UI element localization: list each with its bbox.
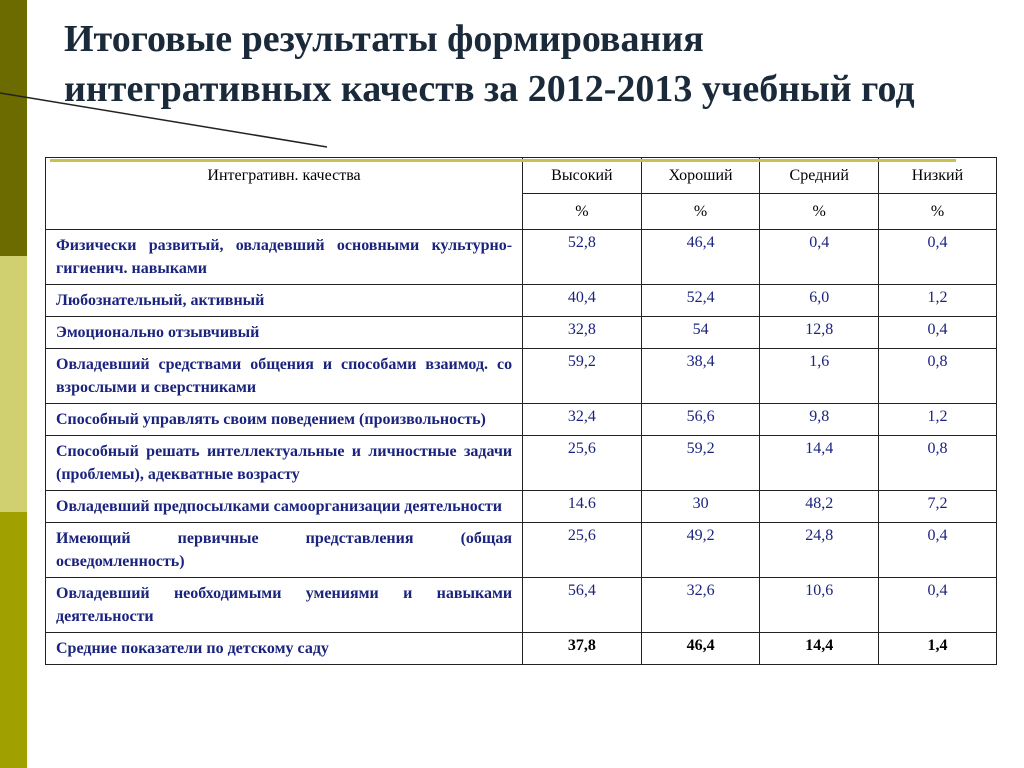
unit-medium: % [760,194,878,230]
value-good: 30 [641,491,760,523]
quality-name: Овладевший средствами общения и способами взаимод. со взрослыми и сверстниками [46,349,523,404]
value-good: 56,6 [641,404,760,436]
unit-good: % [641,194,760,230]
value-low: 0,4 [878,523,996,578]
title-line-2: интегративных качеств за 2012-2013 учебный год [64,68,915,110]
quality-name: Имеющий первичные представления (общая осведомленность) [46,523,523,578]
value-medium: 48,2 [760,491,878,523]
value-good: 54 [641,317,760,349]
value-good: 49,2 [641,523,760,578]
table-row [46,436,997,491]
value-good: 59,2 [641,436,760,491]
value-low: 7,2 [878,491,996,523]
summary-value-high: 37,8 [523,633,642,665]
side-band-middle [0,256,27,512]
quality-name: Способный управлять своим поведением (произвольность) [46,404,523,436]
summary-label: Средние показатели по детскому саду [46,633,523,665]
value-high: 52,8 [523,230,642,285]
summary-row [46,633,997,665]
value-high: 25,6 [523,436,642,491]
value-high: 25,6 [523,523,642,578]
header-level-medium: Средний [760,158,878,194]
unit-high: % [523,194,642,230]
value-high: 59,2 [523,349,642,404]
quality-name: Эмоционально отзывчивый [46,317,523,349]
header-qualities: Интегративн. качества [46,158,523,230]
header-level-high: Высокий [523,158,642,194]
value-low: 0,8 [878,349,996,404]
value-low: 0,8 [878,436,996,491]
table-row [46,230,997,285]
value-low: 0,4 [878,578,996,633]
value-medium: 1,6 [760,349,878,404]
table-row [46,317,997,349]
value-medium: 9,8 [760,404,878,436]
quality-name: Любознательный, активный [46,285,523,317]
value-good: 46,4 [641,230,760,285]
quality-name: Овладевший необходимыми умениями и навыками деятельности [46,578,523,633]
table-row [46,491,997,523]
table-row [46,404,997,436]
value-medium: 0,4 [760,230,878,285]
side-band-bottom [0,512,27,768]
title-line-1: Итоговые результаты формирования [64,18,704,60]
header-level-low: Низкий [878,158,996,194]
value-low: 0,4 [878,230,996,285]
value-medium: 10,6 [760,578,878,633]
value-high: 32,8 [523,317,642,349]
value-medium: 6,0 [760,285,878,317]
summary-value-good: 46,4 [641,633,760,665]
value-medium: 12,8 [760,317,878,349]
value-good: 52,4 [641,285,760,317]
value-good: 38,4 [641,349,760,404]
table-row [46,523,997,578]
summary-value-medium: 14,4 [760,633,878,665]
slide-title [64,14,964,114]
quality-name: Способный решать интеллектуальные и личностные задачи (проблемы), адекватные возрасту [46,436,523,491]
value-medium: 24,8 [760,523,878,578]
header-level-good: Хороший [641,158,760,194]
value-low: 0,4 [878,317,996,349]
table-row [46,285,997,317]
table-row [46,349,997,404]
value-good: 32,6 [641,578,760,633]
value-low: 1,2 [878,404,996,436]
quality-name: Физически развитый, овладевший основными культурно-гигиенич. навыками [46,230,523,285]
results-table [45,157,997,665]
table-row [46,578,997,633]
summary-value-low: 1,4 [878,633,996,665]
value-medium: 14,4 [760,436,878,491]
header-row [46,158,997,194]
header-accent-line [50,159,956,162]
value-high: 32,4 [523,404,642,436]
unit-low: % [878,194,996,230]
value-high: 56,4 [523,578,642,633]
value-high: 40,4 [523,285,642,317]
value-high: 14.6 [523,491,642,523]
quality-name: Овладевший предпосылками самоорганизации деятельности [46,491,523,523]
value-low: 1,2 [878,285,996,317]
